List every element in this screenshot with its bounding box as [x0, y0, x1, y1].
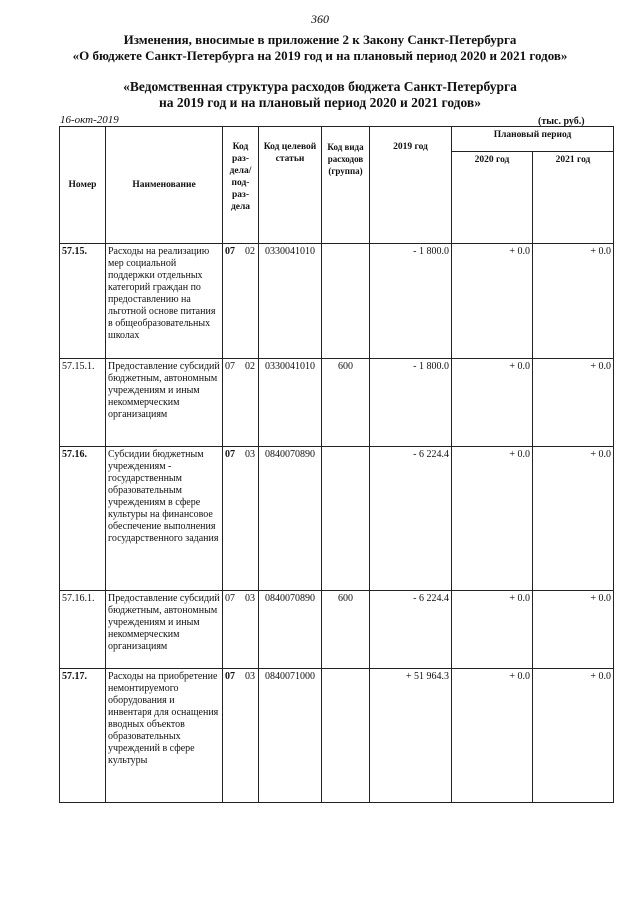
- table-row: [60, 669, 614, 803]
- header-number: Номер: [60, 127, 106, 244]
- row-amount-2021: + 0.0: [533, 244, 614, 359]
- header-planned-period: Плановый период: [452, 127, 614, 152]
- row-amount-2021: + 0.0: [533, 669, 614, 803]
- row-expense-type: [322, 447, 370, 591]
- row-section: 07: [225, 449, 235, 460]
- row-amount-2020: + 0.0: [452, 669, 533, 803]
- row-name: Расходы на реализацию мер социальной поддержки отдельных категорий граждан по предоставлению на льготной основе питания в общеобразовательных школах: [106, 244, 223, 359]
- row-expense-type: [322, 669, 370, 803]
- document-subtitle: [0, 79, 640, 111]
- row-amount-2020: + 0.0: [452, 591, 533, 669]
- row-expense-type: 600: [322, 359, 370, 447]
- header-2020: 2020 год: [452, 152, 533, 244]
- row-amount-2020: + 0.0: [452, 447, 533, 591]
- row-amount-2019: - 6 224.4: [370, 447, 452, 591]
- document-title: [0, 32, 640, 64]
- row-number: 57.16.: [60, 447, 106, 591]
- row-section-code: [223, 447, 259, 591]
- row-amount-2019: - 1 800.0: [370, 359, 452, 447]
- header-target: Код целевой статьи: [259, 127, 322, 244]
- row-name: Предоставление субсидий бюджетным, автономным учреждениям и иным некоммерческим организациям: [106, 359, 223, 447]
- row-subsection: 03: [245, 449, 255, 460]
- row-target-code: 0330041010: [259, 359, 322, 447]
- row-section: 07: [225, 671, 235, 682]
- document-date: 16-окт-2019: [60, 114, 119, 126]
- row-number: 57.16.1.: [60, 591, 106, 669]
- subtitle-line-2: на 2019 год и на плановый период 2020 и 2021 годов»: [159, 95, 481, 110]
- row-number: 57.15.1.: [60, 359, 106, 447]
- row-number: 57.15.: [60, 244, 106, 359]
- row-section: 07: [225, 361, 235, 372]
- row-amount-2019: - 1 800.0: [370, 244, 452, 359]
- table-row: [60, 244, 614, 359]
- row-amount-2020: + 0.0: [452, 244, 533, 359]
- row-section-code: [223, 669, 259, 803]
- row-section: 07: [225, 593, 235, 604]
- row-amount-2021: + 0.0: [533, 447, 614, 591]
- row-section-code: [223, 591, 259, 669]
- row-subsection: 02: [245, 246, 255, 257]
- row-subsection: 02: [245, 361, 255, 372]
- table-row: [60, 447, 614, 591]
- row-target-code: 0840070890: [259, 591, 322, 669]
- row-section-code: [223, 359, 259, 447]
- row-target-code: 0840070890: [259, 447, 322, 591]
- row-amount-2021: + 0.0: [533, 591, 614, 669]
- table-row: [60, 591, 614, 669]
- units-label: (тыс. руб.): [538, 116, 585, 127]
- row-subsection: 03: [245, 593, 255, 604]
- row-target-code: 0840071000: [259, 669, 322, 803]
- row-name: Предоставление субсидий бюджетным, автономным учреждениям и иным некоммерческим организациям: [106, 591, 223, 669]
- title-line-2: «О бюджете Санкт-Петербурга на 2019 год и на плановый период 2020 и 2021 годов»: [72, 48, 568, 63]
- header-section: Код раз- дела/ под- раз- дела: [223, 127, 259, 244]
- row-amount-2019: - 6 224.4: [370, 591, 452, 669]
- row-number: 57.17.: [60, 669, 106, 803]
- row-section: 07: [225, 246, 235, 257]
- header-name: Наименование: [106, 127, 223, 244]
- header-expense-type: Код вида расходов (группа): [322, 127, 370, 244]
- subtitle-line-1: «Ведомственная структура расходов бюджета Санкт-Петербурга: [123, 79, 517, 94]
- row-expense-type: [322, 244, 370, 359]
- budget-table: [59, 126, 614, 803]
- table-row: [60, 359, 614, 447]
- row-target-code: 0330041010: [259, 244, 322, 359]
- row-section-code: [223, 244, 259, 359]
- page-number: 360: [311, 12, 329, 26]
- row-amount-2020: + 0.0: [452, 359, 533, 447]
- row-amount-2021: + 0.0: [533, 359, 614, 447]
- row-name: Расходы на приобретение немонтируемого оборудования и инвентаря для оснащения вводных объектов образовательных учреждений в сфере культуры: [106, 669, 223, 803]
- header-2021: 2021 год: [533, 152, 614, 244]
- row-expense-type: 600: [322, 591, 370, 669]
- title-line-1: Изменения, вносимые в приложение 2 к Закону Санкт-Петербурга: [123, 32, 517, 47]
- row-name: Субсидии бюджетным учреждениям - государственным образовательным учреждениям в сфере культуры на финансовое обеспечение выполнения государственного задания: [106, 447, 223, 591]
- header-2019: 2019 год: [370, 127, 452, 244]
- row-amount-2019: + 51 964.3: [370, 669, 452, 803]
- row-subsection: 03: [245, 671, 255, 682]
